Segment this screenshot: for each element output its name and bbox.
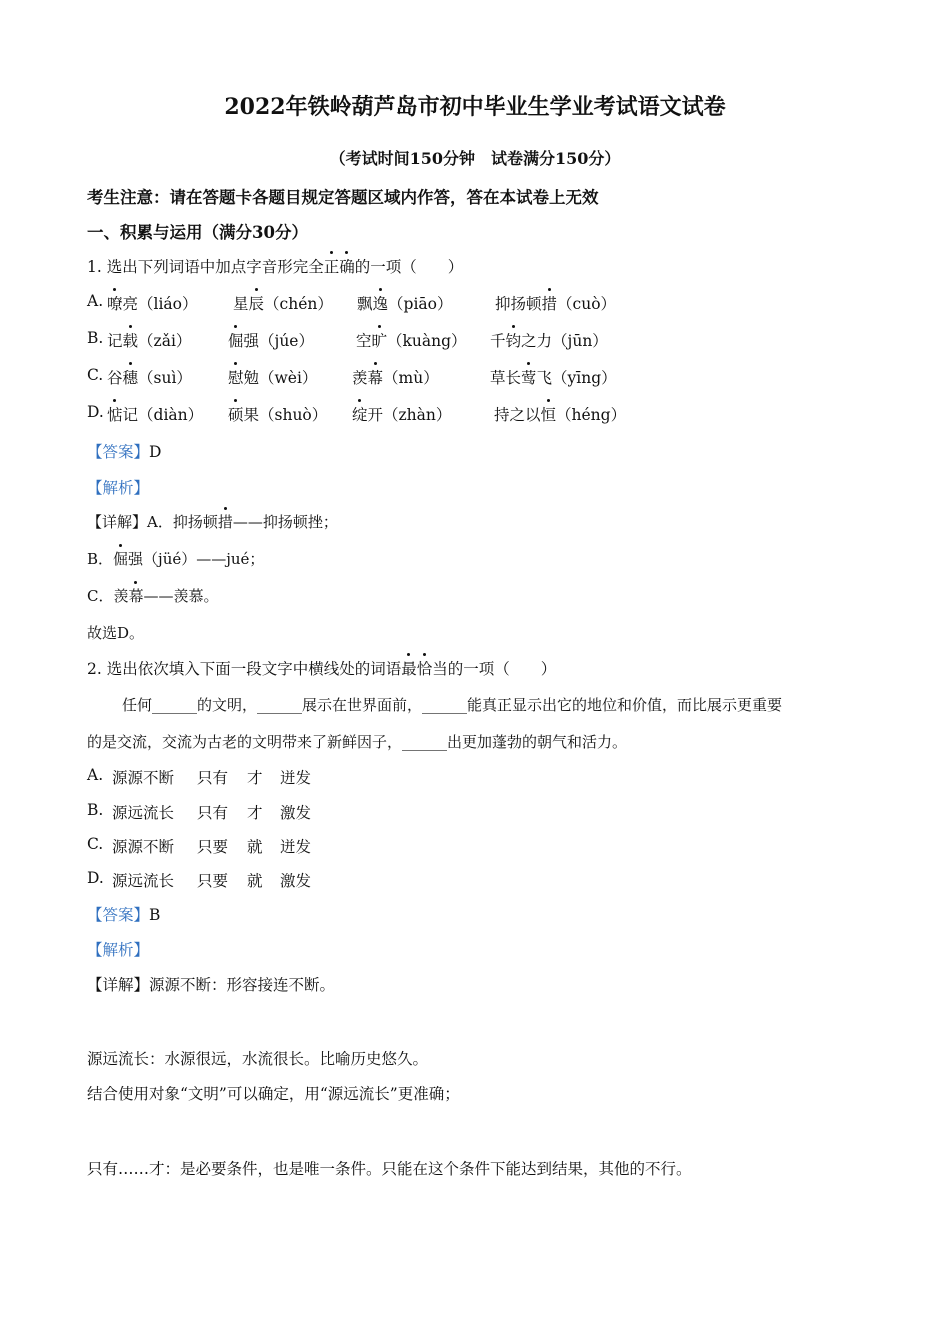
option-word: 只有 xyxy=(197,769,229,787)
answer-tag: 【答案】 xyxy=(87,906,150,924)
option-word: 只要 xyxy=(197,838,229,856)
page-title: 2022年铁岭葫芦岛市初中毕业生学业考试语文试卷 xyxy=(224,94,726,120)
q2-paragraph-2: 结合使用对象“文明”可以确定，用“源远流长”更准确； xyxy=(87,1085,460,1103)
notice-text: 考生注意：请在答题卡各题目规定答题区域内作答，答在本试卷上无效 xyxy=(87,188,599,207)
option-item: 千钧之力（jūn） xyxy=(490,329,608,351)
option-label: A. xyxy=(87,292,104,310)
q2-paragraph-3: 只有……才：是必要条件，也是唯一条件。只能在这个条件下能达到结果，其他的不行。 xyxy=(87,1160,692,1178)
q1-detail: 【详解】A．抑扬顿措——抑扬顿挫； xyxy=(87,513,338,531)
option-word: 只要 xyxy=(197,872,229,890)
option-word: 源源不断 xyxy=(112,769,175,787)
q2-stem: 2. 选出依次填入下面一段文字中横线处的词语最恰当的一项（ ） xyxy=(87,657,556,679)
q1-conclusion: 故选D。 xyxy=(87,624,145,642)
option-item: 硕果（shuò） xyxy=(228,403,327,425)
option-item: 星辰（chén） xyxy=(233,292,333,314)
q2-answer xyxy=(87,903,160,925)
option-item: 草长莺飞（yīng） xyxy=(490,366,617,388)
option-label: C. xyxy=(87,835,104,853)
answer-tag: 【答案】 xyxy=(87,443,150,461)
blank-line: ______ xyxy=(422,696,468,714)
option-label: B. xyxy=(87,801,104,819)
q1-detail-c: C．羡幕——羡慕。 xyxy=(87,587,219,605)
option-item: 倔强（júe） xyxy=(228,329,314,351)
section-heading: 一、积累与运用（满分30分） xyxy=(87,223,308,242)
option-item: 慰勉（wèi） xyxy=(228,366,317,388)
option-word: 激发 xyxy=(280,872,312,890)
option-item: 绽开（zhàn） xyxy=(352,403,451,425)
blank-line: ______ xyxy=(402,733,448,751)
option-word: 源源不断 xyxy=(112,838,175,856)
answer-value: D xyxy=(149,443,162,461)
option-label: A. xyxy=(87,766,104,784)
option-item: 持之以恒（héng） xyxy=(494,403,626,425)
option-word: 源远流长 xyxy=(112,804,175,822)
blank-line: ______ xyxy=(257,696,303,714)
q1-analysis-tag: 【解析】 xyxy=(87,479,150,497)
q2-passage-line-1: 任何______的文明，______展示在世界面前，______能真正显示出它的地位和价值，而比展示更重要 xyxy=(122,696,783,714)
option-word: 才 xyxy=(247,769,263,787)
dotted-char: 确 xyxy=(339,255,355,277)
answer-value: B xyxy=(149,906,161,924)
option-item: 抑扬顿措（cuò） xyxy=(495,292,616,314)
option-word: 迸发 xyxy=(280,769,312,787)
option-item: 空旷（kuàng） xyxy=(356,329,467,351)
option-item: 羡幕（mù） xyxy=(352,366,439,388)
option-word: 只有 xyxy=(197,804,229,822)
exam-subtitle: （考试时间150分钟 试卷满分150分） xyxy=(329,149,621,168)
option-word: 迸发 xyxy=(280,838,312,856)
option-item: 飘逸（piāo） xyxy=(357,292,452,314)
option-label: D. xyxy=(87,869,104,887)
option-item: 嘹亮（liáo） xyxy=(107,292,198,314)
option-word: 才 xyxy=(247,804,263,822)
dotted-char: 正 xyxy=(324,255,340,277)
q2-analysis-tag: 【解析】 xyxy=(87,941,150,959)
q2-passage-line-2: 的是交流，交流为古老的文明带来了新鲜因子，______出更加蓬勃的朝气和活力。 xyxy=(87,733,628,751)
option-item: 谷穗（suì） xyxy=(107,366,192,388)
option-item: 惦记（diàn） xyxy=(107,403,203,425)
q2-detail: 【详解】源源不断：形容接连不断。 xyxy=(87,976,336,994)
option-word: 就 xyxy=(247,838,263,856)
option-word: 源远流长 xyxy=(112,872,175,890)
q1-answer xyxy=(87,440,161,462)
option-label: C. xyxy=(87,366,104,384)
q2-paragraph-1: 源远流长：水源很远，水流很长。比喻历史悠久。 xyxy=(87,1050,429,1068)
option-label: D. xyxy=(87,403,104,421)
option-word: 激发 xyxy=(280,804,312,822)
option-item: 记载（zǎi） xyxy=(107,329,191,351)
blank-line: ______ xyxy=(152,696,198,714)
option-label: B. xyxy=(87,329,104,347)
q1-detail-b: B．倔强（jüé）——jué； xyxy=(87,550,265,568)
q1-stem: 1. 选出下列词语中加点字音形完全正确的一项（ ） xyxy=(87,255,463,277)
option-word: 就 xyxy=(247,872,263,890)
